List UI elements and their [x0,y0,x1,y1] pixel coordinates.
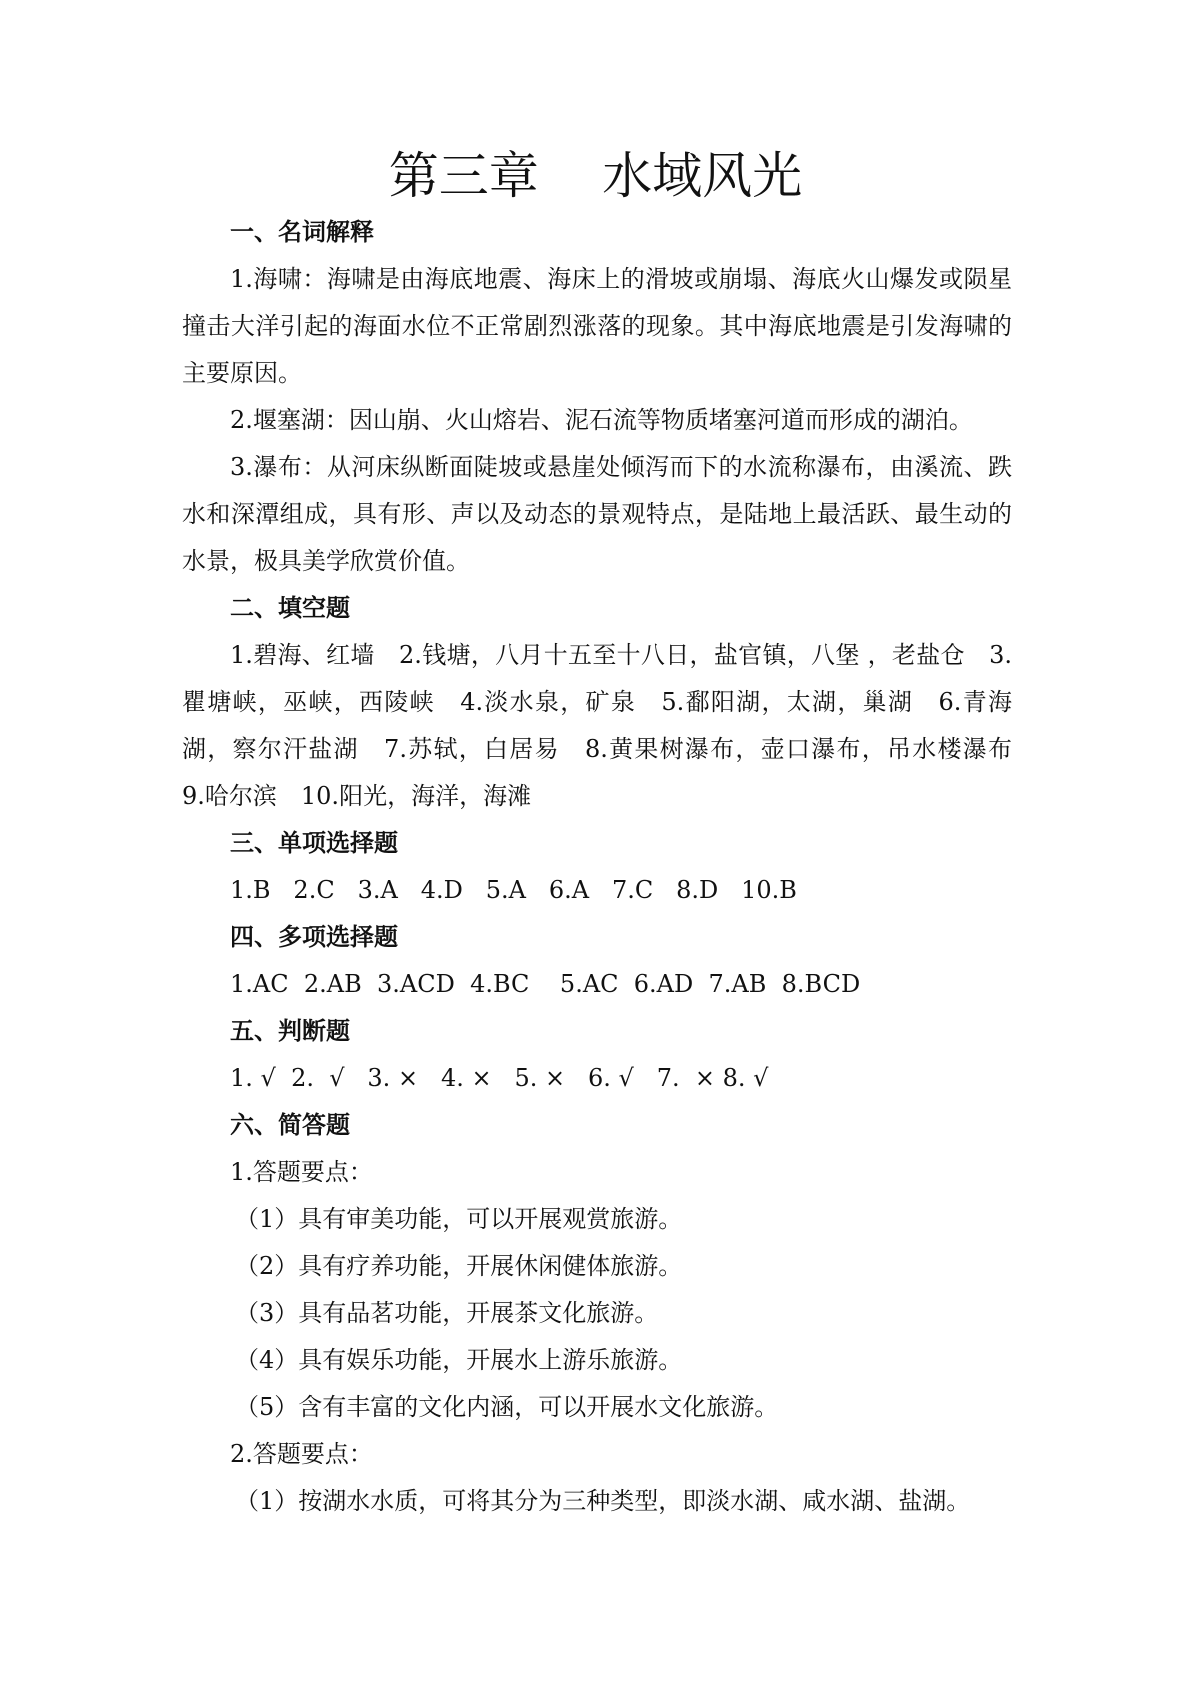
fill-in-answers: 1.碧海、红墙 2.钱塘，八月十五至十八日，盐官镇，八堡 ，老盐仓 3.瞿塘峡，巫峡，西陵峡 4.淡水泉，矿泉 5.鄱阳湖，太湖，巢湖 6.青海湖，察尔汗盐湖 7.苏轼，白居易 8.黄果树瀑布，壶口瀑布，吊水楼瀑布 9.哈尔滨 10.阳光，海洋，海滩 [182,641,1036,810]
term-definition-barrier-lake: 2.堰塞湖：因山崩、火山熔岩、泥石流等物质堵塞河道而形成的湖泊。 [230,406,973,434]
short-answer-q1-point: （3）具有品茗功能，开展茶文化旅游。 [235,1299,659,1327]
section-heading-multiple-choice: 四、多项选择题 [230,923,398,951]
short-answer-q2-label: 2.答题要点： [230,1440,373,1468]
term-definition-waterfall: 3.瀑布：从河床纵断面陡坡或悬崖处倾泻而下的水流称瀑布，由溪流、跌水和深潭组成，具有形、声以及动态的景观特点，是陆地上最活跃、最生动的水景，极具美学欣赏价值。 [182,453,1012,575]
section-heading-true-false: 五、判断题 [230,1017,350,1045]
document-body [182,209,1036,1525]
short-answer-q1-point: （4）具有娱乐功能，开展水上游乐旅游。 [235,1346,683,1374]
short-answer-q1-point: （2）具有疗养功能，开展休闲健体旅游。 [235,1252,683,1280]
true-false-answers: 1. √ 2. √ 3. × 4. × 5. × 6. √ 7. × 8. √ [230,1064,769,1092]
short-answer-q1-point: （5）含有丰富的文化内涵，可以开展水文化旅游。 [235,1393,779,1421]
term-definition-tsunami: 1.海啸：海啸是由海底地震、海床上的滑坡或崩塌、海底火山爆发或陨星撞击大洋引起的海面水位不正常剧烈涨落的现象。其中海底地震是引发海啸的主要原因。 [182,265,1012,387]
section-heading-fill-in: 二、填空题 [230,594,350,622]
single-choice-answers: 1.B 2.C 3.A 4.D 5.A 6.A 7.C 8.D 10.B [230,876,797,904]
chapter-title: 第三章 水域风光 [388,147,803,205]
section-heading-single-choice: 三、单项选择题 [230,829,398,857]
section-heading-terms: 一、名词解释 [230,218,374,246]
multiple-choice-answers: 1.AC 2.AB 3.ACD 4.BC 5.AC 6.AD 7.AB 8.BCD [230,970,861,998]
short-answer-q1-point: （1）具有审美功能，可以开展观赏旅游。 [235,1205,683,1233]
section-heading-short-answer: 六、简答题 [230,1111,350,1139]
short-answer-q1-label: 1.答题要点： [230,1158,373,1186]
short-answer-q2-point: （1）按湖水水质，可将其分为三种类型，即淡水湖、咸水湖、盐湖。 [235,1487,971,1515]
